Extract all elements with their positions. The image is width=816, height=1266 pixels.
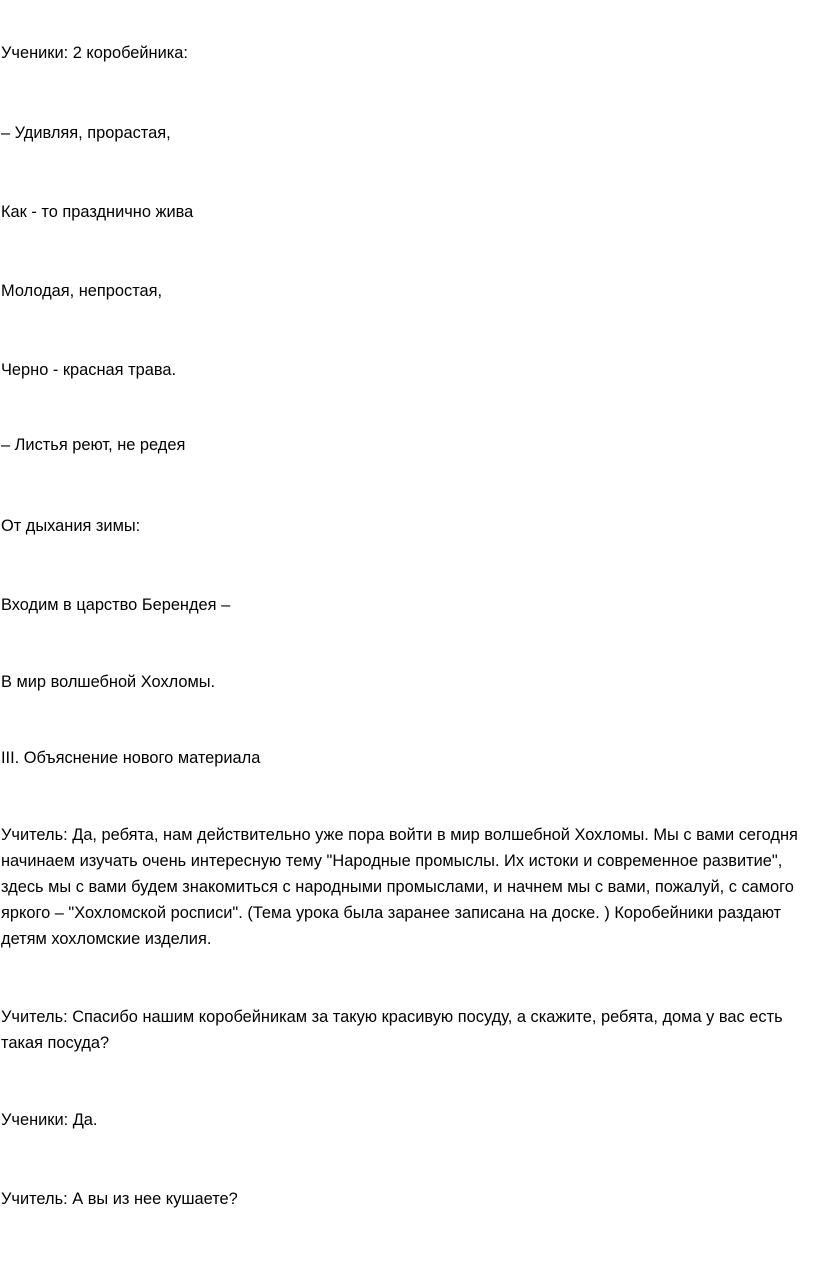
- paragraph-teacher-followup: Учитель: А вы из нее кушаете?: [1, 1190, 238, 1208]
- section-heading-new-material: III. Объяснение нового материала: [1, 749, 261, 767]
- paragraph-students-answer: Ученики: Да.: [1, 1111, 98, 1129]
- paragraph-teacher-question: Учитель: Спасибо нашим коробейникам за такую красивую посуду, а скажите, ребята, дома у вас есть такая посуда?: [1, 1008, 783, 1052]
- paragraph-students-peddlers: Ученики: 2 коробейника:: [1, 44, 188, 62]
- paragraph-poem-line-4: Черно - красная трава.: [1, 361, 177, 379]
- paragraph-poem-line-5: – Листья реют, не редея: [1, 436, 186, 454]
- paragraph-poem-line-8: В мир волшебной Хохломы.: [1, 673, 216, 691]
- paragraph-poem-line-2: Как - то празднично жива: [1, 203, 194, 221]
- paragraph-teacher-intro: Учитель: Да, ребята, нам действительно уже пора войти в мир волшебной Хохломы. Мы с вами сегодня начинаем изучать очень интересную тему "Народные промыслы. Их истоки и современное развитие", здесь мы с вами будем знакомиться с народными промыслами, и начнем мы с вами, пожалуй, с самого яркого – "Хохломской росписи". (Тема урока была заранее записана на доске. ) Коробейники раздают детям хохломские изделия.: [1, 826, 798, 948]
- paragraph-poem-line-6: От дыхания зимы:: [1, 517, 141, 535]
- paragraph-poem-line-1: – Удивляя, прорастая,: [1, 124, 171, 142]
- paragraph-poem-line-3: Молодая, непростая,: [1, 282, 163, 300]
- paragraph-poem-line-7: Входим в царство Берендея –: [1, 596, 231, 614]
